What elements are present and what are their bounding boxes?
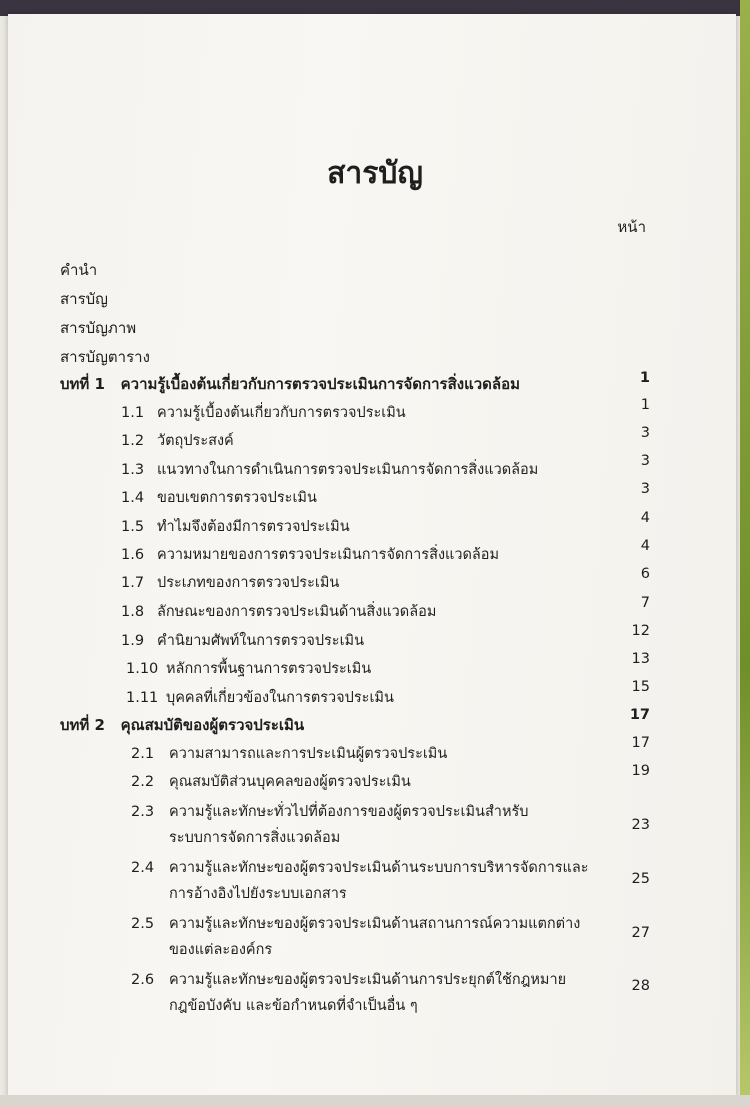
toc-entry-1-9: 1.9 คำนิยามศัพท์ในการตรวจประเมิน	[121, 633, 365, 649]
toc-entry-2-5-cont: ของแต่ละองค์กร	[169, 942, 273, 958]
toc-page-2-1: 17	[631, 735, 650, 751]
toc-entry-2-2: 2.2 คุณสมบัติส่วนบุคคลของผู้ตรวจประเมิน	[131, 774, 411, 790]
toc-entry-1-4: 1.4 ขอบเขตการตรวจประเมิน	[121, 490, 317, 506]
chapter-1-title: ความรู้เบื้องต้นเกี่ยวกับการตรวจประเมินการจัดการสิ่งแวดล้อม	[120, 375, 520, 393]
toc-entry-1-7: 1.7 ประเภทของการตรวจประเมิน	[121, 575, 340, 591]
toc-page-1-1: 1	[640, 397, 650, 413]
page-title: สารบัญ	[327, 156, 423, 191]
toc-entry-2-3: 2.3 ความรู้และทักษะทั่วไปที่ต้องการของผู้ตรวจประเมินสำหรับ	[131, 804, 529, 820]
toc-entry-1-11: 1.11 บุคคลที่เกี่ยวข้องในการตรวจประเมิน	[126, 690, 394, 706]
front-matter-figures: สารบัญภาพ	[60, 319, 137, 337]
chapter-1-label: บทที่ 1	[60, 375, 105, 393]
toc-page-2-4: 25	[631, 871, 650, 887]
front-matter-tables: สารบัญตาราง	[60, 348, 150, 366]
toc-entry-1-1: 1.1 ความรู้เบื้องต้นเกี่ยวกับการตรวจประเมิน	[121, 405, 406, 421]
chapter-2-page: 17	[629, 707, 650, 723]
toc-entry-1-2: 1.2 วัตถุประสงค์	[121, 433, 234, 449]
toc-entry-2-6: 2.6 ความรู้และทักษะของผู้ตรวจประเมินด้านการประยุกต์ใช้กฎหมาย	[131, 972, 567, 988]
toc-entry-2-4: 2.4 ความรู้และทักษะของผู้ตรวจประเมินด้านระบบการบริหารจัดการและ	[131, 860, 589, 876]
page-column-label: หน้า	[617, 218, 646, 236]
toc-page-1-5: 4	[640, 510, 650, 526]
toc-entry-1-5: 1.5 ทำไมจึงต้องมีการตรวจประเมิน	[121, 519, 350, 535]
front-matter-contents: สารบัญ	[60, 290, 108, 308]
toc-page-2-2: 19	[631, 763, 650, 779]
toc-entry-2-1: 2.1 ความสามารถและการประเมินผู้ตรวจประเมิน	[131, 746, 448, 762]
toc-page-2-6: 28	[631, 978, 650, 994]
toc-page-1-2: 3	[640, 425, 650, 441]
toc-page-1-10: 13	[631, 651, 650, 667]
chapter-2-label: บทที่ 2	[60, 716, 105, 734]
toc-entry-1-10: 1.10 หลักการพื้นฐานการตรวจประเมิน	[126, 661, 372, 677]
chapter-1-heading	[60, 372, 520, 396]
front-matter-foreword: คำนำ	[60, 261, 98, 279]
chapter-2-heading	[60, 713, 304, 737]
toc-page-1-6: 4	[640, 538, 650, 554]
toc-entry-2-6-cont: กฎข้อบังคับ และข้อกำหนดที่จำเป็นอื่น ๆ	[169, 998, 418, 1014]
toc-entry-1-6: 1.6 ความหมายของการตรวจประเมินการจัดการสิ่งแวดล้อม	[121, 547, 500, 563]
toc-entry-2-3-cont: ระบบการจัดการสิ่งแวดล้อม	[169, 830, 341, 846]
toc-page-1-7: 6	[640, 566, 650, 582]
toc-page-1-9: 12	[631, 623, 650, 639]
toc-page-2-3: 23	[631, 817, 650, 833]
toc-entry-1-8: 1.8 ลักษณะของการตรวจประเมินด้านสิ่งแวดล้อม	[121, 604, 437, 620]
chapter-1-page: 1	[639, 370, 650, 386]
background-bottom-edge	[0, 1095, 750, 1107]
toc-page-1-11: 15	[631, 679, 650, 695]
toc-entry-2-4-cont: การอ้างอิงไปยังระบบเอกสาร	[169, 886, 347, 902]
toc-page-1-4: 3	[640, 481, 650, 497]
toc-entry-2-5: 2.5 ความรู้และทักษะของผู้ตรวจประเมินด้านสถานการณ์ความแตกต่าง	[131, 916, 581, 932]
chapter-2-title: คุณสมบัติของผู้ตรวจประเมิน	[120, 716, 305, 734]
toc-page-1-8: 7	[640, 595, 650, 611]
toc-page-2-5: 27	[631, 925, 650, 941]
toc-entry-1-3: 1.3 แนวทางในการดำเนินการตรวจประเมินการจัดการสิ่งแวดล้อม	[121, 462, 539, 478]
toc-page-1-3: 3	[640, 453, 650, 469]
